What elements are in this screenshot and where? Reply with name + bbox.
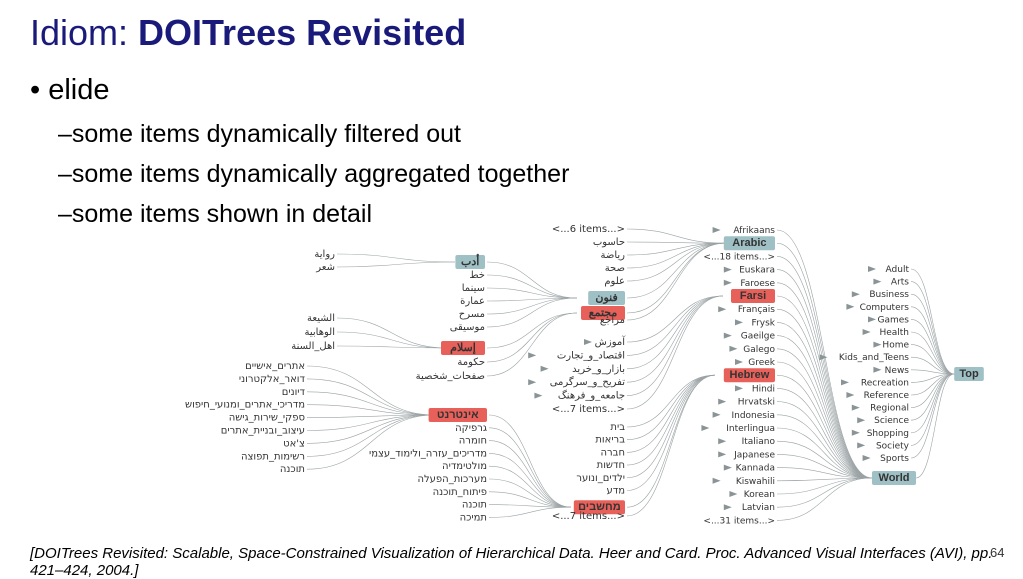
collapsed-triangle-icon[interactable] [852,430,860,436]
collapsed-triangle-icon[interactable] [713,478,721,484]
lang-hebrew[interactable]: Hebrew [729,369,770,382]
node-top[interactable]: Top [959,368,979,380]
tree-edge [307,392,435,415]
collapsed-triangle-icon[interactable] [863,329,871,335]
farsi-child[interactable]: جامعه_و_فرهنگ [557,390,625,402]
tree-edge [487,313,577,348]
mahshevim-child[interactable]: תמיכה [459,512,487,524]
collapsed-triangle-icon[interactable] [868,266,876,272]
lang-japanese[interactable]: Japanese [734,450,775,461]
hebrew-child[interactable]: בית [610,422,625,433]
collapsed-triangle-icon[interactable] [584,339,592,345]
world-child-computers[interactable]: Computers [859,302,909,313]
internet-child[interactable]: רשימות_תפוצה [240,451,305,463]
internet-child[interactable]: עיצוב_ובניית_אתרים [220,425,305,437]
tree-edge [487,298,577,314]
farsi-child[interactable]: اقتصاد_و_تجارت [556,350,625,362]
mujtama-child[interactable]: حكومة [457,357,485,368]
collapsed-triangle-icon[interactable] [841,379,849,385]
islam-child[interactable]: اهل_السنة [291,341,335,352]
collapsed-triangle-icon[interactable] [718,451,726,457]
bullet-elide: • elide [30,74,110,106]
collapsed-triangle-icon[interactable] [541,366,549,372]
collapsed-triangle-icon[interactable] [868,316,876,322]
collapsed-triangle-icon[interactable] [724,267,732,273]
adab-child[interactable]: رواية [314,249,335,260]
lang-korean[interactable]: Korean [743,490,775,500]
tree-edge [489,479,571,507]
adab-child[interactable]: شعر [316,262,335,273]
doitree-figure [185,220,1023,532]
hebrew-child[interactable]: <...7 items...> [551,510,625,522]
tree-edge [627,296,723,369]
collapsed-triangle-icon[interactable] [701,425,709,431]
hebrew-child[interactable]: חברה [600,447,625,459]
tree-edge [916,374,954,478]
tree-edge [777,296,872,478]
tree-edge [777,375,872,478]
internet-child[interactable]: מדריכי_אתרים_ומנועי_חיפוש [185,399,305,411]
subbullet-detail: –some items shown in detail [58,200,373,228]
title-prefix: Idiom: [30,12,139,53]
tree-edge [911,374,954,420]
lang-indonesia[interactable]: Indonesia [731,410,775,421]
lang-frysk[interactable]: Frysk [751,318,775,329]
mujtama-child[interactable]: صفحات_شخصية [415,371,485,382]
arabic-mujtama[interactable]: مجتمع [588,307,618,319]
tree-edge [337,318,447,348]
internet-child[interactable]: דואר_אלקטרוני [238,373,305,385]
lang-interlingua[interactable]: Interlingua [726,424,775,434]
islam-child[interactable]: الوهابية [304,327,335,338]
tree-edge [911,294,954,374]
internet-child[interactable]: צ'אט [283,438,305,450]
collapsed-triangle-icon[interactable] [729,346,737,352]
tree-edge [627,296,723,342]
tree-edge [777,478,872,507]
world-child-health[interactable]: Health [879,328,909,338]
lang-kannada[interactable]: Kannada [735,463,775,474]
tree-edge [777,478,872,520]
hebrew-child[interactable]: בריאות [595,434,625,446]
collapsed-triangle-icon[interactable] [724,333,732,339]
funun-child[interactable]: خط [469,270,485,281]
world-child-shopping[interactable]: Shopping [866,428,909,439]
collapsed-triangle-icon[interactable] [724,465,732,471]
collapsed-triangle-icon[interactable] [729,491,737,497]
subbullet-aggregated: –some items dynamically aggregated together [58,160,570,188]
tree-edge [307,415,435,443]
internet-child[interactable]: תוכנה [279,464,305,476]
mahshevim-child[interactable]: מולטימדיה [442,461,487,473]
citation-line-2: 421–424, 2004.] [30,562,139,579]
page-number: 64 [990,545,1005,560]
hebrew-child[interactable]: חדשות [596,460,625,472]
arabic-child[interactable]: مراجع [599,315,625,326]
lang-kiswahili[interactable]: Kiswahili [735,476,775,487]
tree-edge [487,262,577,298]
mujtama-islam[interactable]: إسلام [450,342,476,354]
internet-child[interactable]: אתרים_אישיים [245,361,305,372]
tree-edge [627,375,715,516]
arabic-child[interactable]: <...6 items...> [551,224,625,235]
tree-edge [777,322,872,478]
collapsed-triangle-icon[interactable] [857,417,865,423]
arabic-child[interactable]: صحة [604,263,625,274]
farsi-child[interactable]: تفریح_و_سرگرمی [549,377,625,389]
mahshevim-child[interactable]: מדריכים_עזרה_ולימוד_עצמי [368,448,487,460]
title-bold: DOITrees Revisited [138,12,467,53]
lang-hindi[interactable]: Hindi [751,384,775,395]
tree-edge [627,229,725,243]
collapsed-triangle-icon[interactable] [857,442,865,448]
collapsed-triangle-icon[interactable] [718,399,726,405]
collapsed-triangle-icon[interactable] [846,304,854,310]
internet-child[interactable]: דיונים [281,386,305,398]
lang-afrikaans[interactable]: Afrikaans [733,226,775,236]
tree-edge [627,375,715,465]
world-child-society[interactable]: Society [875,441,909,452]
collapsed-triangle-icon[interactable] [528,352,536,358]
collapsed-triangle-icon[interactable] [534,393,542,399]
funun-child[interactable]: سينما [461,283,485,294]
hebrew-mahshevim[interactable]: מחשבים [578,501,621,514]
tree-edge [911,374,954,433]
slide-title [30,12,466,54]
world-child-news[interactable]: News [884,365,909,376]
mahshevim-child[interactable]: מערכות_הפעלה [417,474,487,485]
lang-latvian[interactable]: Latvian [741,503,775,514]
collapsed-triangle-icon[interactable] [718,306,726,312]
mahshevim-internet[interactable]: אינטרנט [436,409,479,421]
world-child-kids_and_teens[interactable]: Kids_and_Teens [838,353,909,364]
tree-edge [627,375,715,427]
world-child-home[interactable]: Home [882,340,909,351]
collapsed-triangle-icon[interactable] [873,342,881,348]
tree-edge [487,275,577,298]
mahshevim-child[interactable]: גרפיקה [455,422,487,434]
lang-items[interactable]: <...18 items...> [703,252,775,263]
lang-franais[interactable]: Français [737,305,775,316]
world-child-sports[interactable]: Sports [880,454,909,464]
tree-edge [777,283,872,478]
citation-line-1: [DOITrees Revisited: Scalable, Space-Constrained Visualization of Hierarchical Data. Heer and Card. Proc. Advanced Visual Interfaces (AVI), pp. [30,545,993,562]
collapsed-triangle-icon[interactable] [718,438,726,444]
internet-child[interactable]: ספקי_שירות_גישה [228,412,305,424]
collapsed-triangle-icon[interactable] [846,392,854,398]
collapsed-triangle-icon[interactable] [873,367,881,373]
lang-greek[interactable]: Greek [748,358,775,368]
collapsed-triangle-icon[interactable] [713,227,721,233]
collapsed-triangle-icon[interactable] [735,385,743,391]
mahshevim-child[interactable]: חומרה [458,435,487,447]
tree-edge [911,345,954,374]
tree-edge [627,375,715,507]
islam-child[interactable]: الشيعة [307,313,335,324]
collapsed-triangle-icon[interactable] [852,291,860,297]
tree-edge [337,254,455,262]
arabic-funun[interactable]: فنون [595,292,618,304]
lang-faroese[interactable]: Faroese [740,278,775,289]
world-child-recreation[interactable]: Recreation [860,378,909,389]
collapsed-triangle-icon[interactable] [735,319,743,325]
funun-child[interactable]: موسيقى [449,322,485,333]
collapsed-triangle-icon[interactable] [863,455,871,461]
farsi-child[interactable]: بازار_و_خرید [572,363,625,375]
citation [30,545,992,579]
lang-items[interactable]: <...31 items...> [703,516,775,527]
tree-edge [627,296,723,382]
arabic-child[interactable]: حاسوب [592,237,625,248]
lang-gaeilge[interactable]: Gaeilge [740,331,775,342]
lang-euskara[interactable]: Euskara [739,265,775,276]
lang-farsi[interactable]: Farsi [739,290,767,302]
world-child-science[interactable]: Science [874,416,909,427]
collapsed-triangle-icon[interactable] [735,359,743,365]
funun-child[interactable]: مسرح [458,309,485,320]
subbullet-filtered: –some items dynamically filtered out [58,120,461,148]
arabic-child[interactable]: علوم [604,276,625,287]
collapsed-triangle-icon[interactable] [724,504,732,510]
funun-adab[interactable]: أدب [461,256,480,268]
world-child-adult[interactable]: Adult [885,265,909,275]
world-child-business[interactable]: Business [869,290,909,301]
world-child-games[interactable]: Games [877,315,909,326]
tree-edge [337,332,447,348]
tree-edge [911,332,954,374]
arabic-child[interactable]: رياضة [600,250,625,261]
lang-arabic[interactable]: Arabic [732,237,767,250]
collapsed-triangle-icon[interactable] [713,412,721,418]
collapsed-triangle-icon[interactable] [873,279,881,285]
hebrew-child[interactable]: ילדים_ונוער [576,472,625,484]
lang-italiano[interactable]: Italiano [741,437,775,448]
lang-galego[interactable]: Galego [743,344,775,355]
tree-edge [911,307,954,374]
funun-child[interactable]: عمارة [460,296,485,307]
tree-edge [337,262,455,267]
world-child-arts[interactable]: Arts [890,277,909,288]
tree-edge [911,282,954,374]
hebrew-child[interactable]: מדע [606,485,625,497]
node-world[interactable]: World [878,472,910,484]
tree-edge [911,374,954,458]
mahshevim-child[interactable]: פיתוח_תוכנה [432,486,487,498]
collapsed-triangle-icon[interactable] [852,405,860,411]
farsi-child[interactable]: <...7 items...> [551,404,625,415]
tree-edge [487,313,577,376]
tree-edge [489,441,571,508]
tree-edge [489,466,571,507]
world-child-reference[interactable]: Reference [863,391,909,401]
lang-hrvatski[interactable]: Hrvatski [737,397,775,408]
collapsed-triangle-icon[interactable] [528,379,536,385]
collapsed-triangle-icon[interactable] [724,280,732,286]
mahshevim-child[interactable]: תוכנה [461,499,487,511]
tree-edge [487,298,577,327]
farsi-child[interactable]: آموزش [594,337,625,348]
world-child-regional[interactable]: Regional [870,403,909,414]
